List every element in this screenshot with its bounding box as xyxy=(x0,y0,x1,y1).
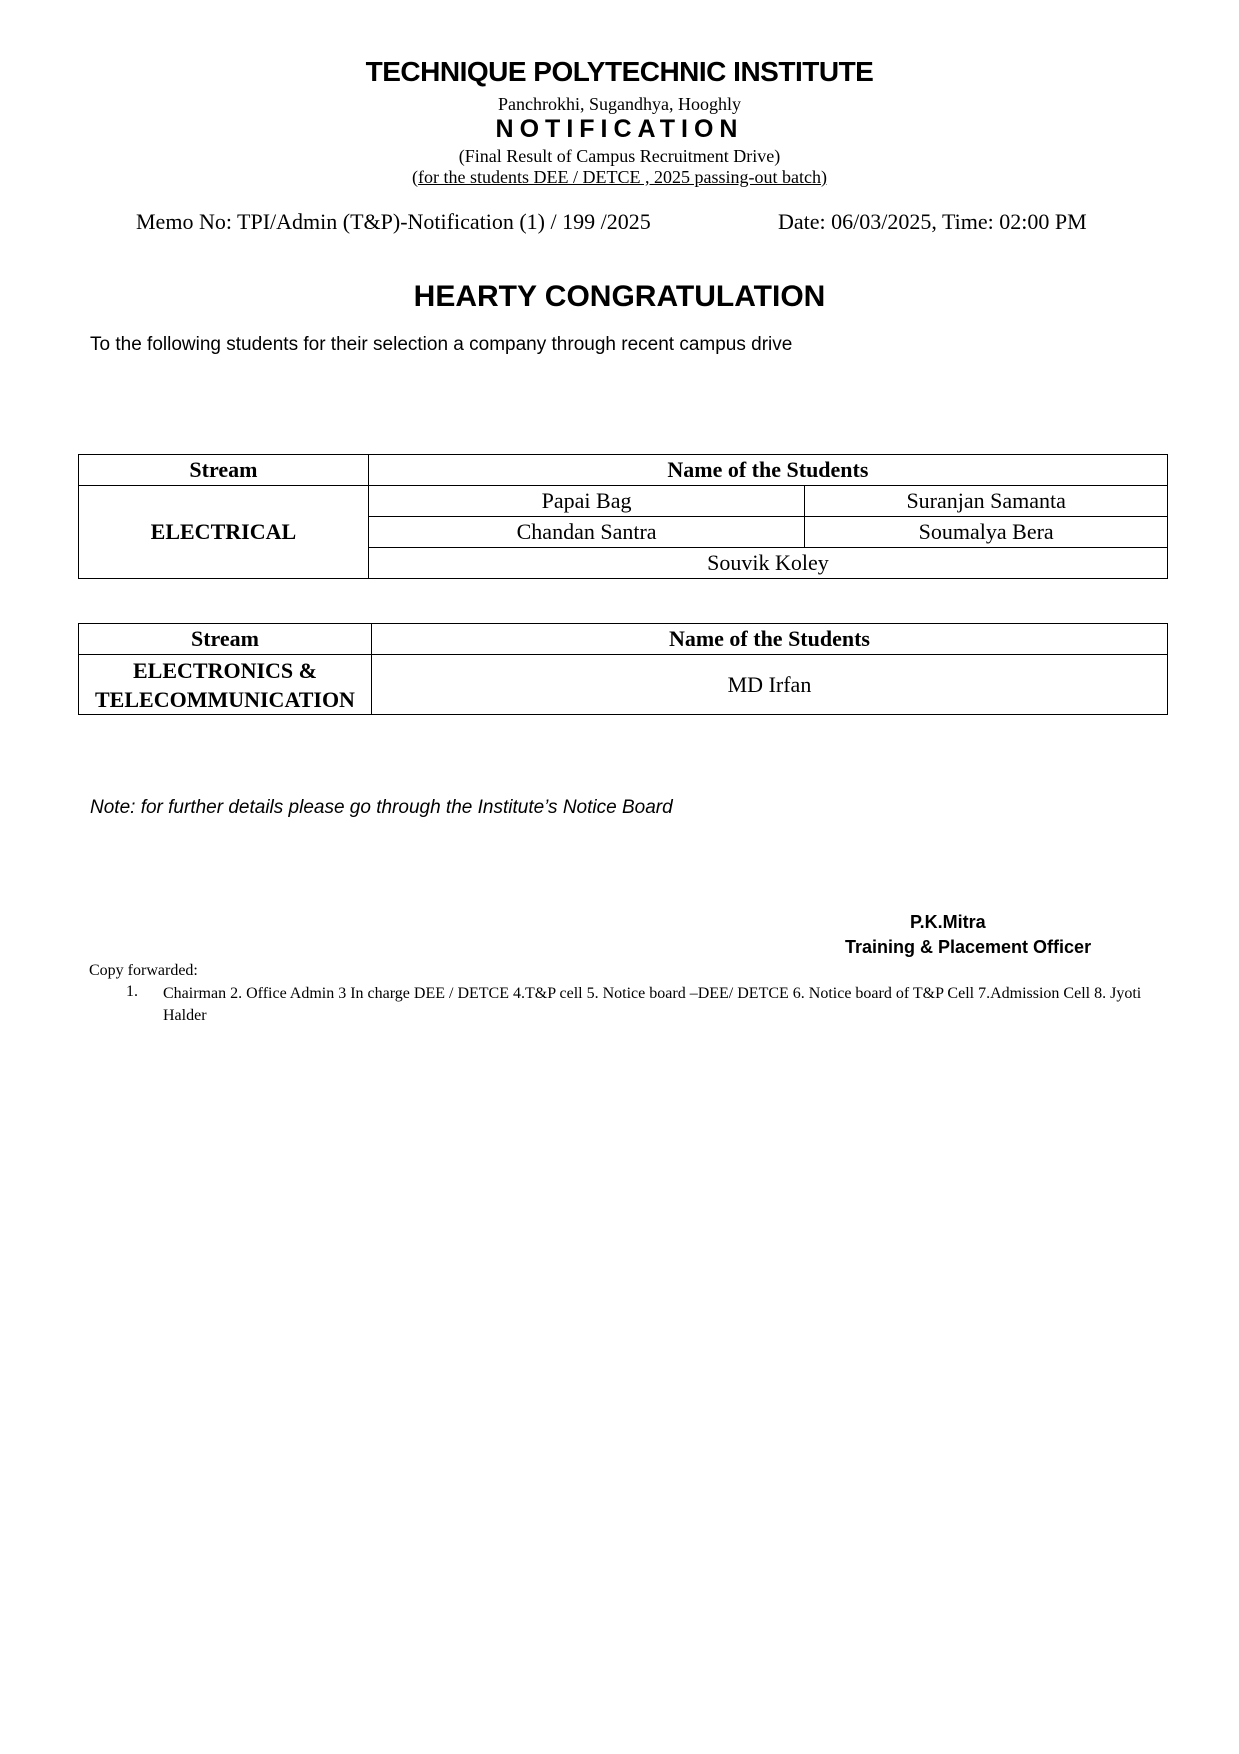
copy-list-text: Chairman 2. Office Admin 3 In charge DEE / DETCE 4.T&P cell 5. Notice board –DEE/ DETCE 6. Notice board of T&P Cell 7.Admission Cell 8. Jyoti Halder xyxy=(163,985,1142,1024)
batch-line xyxy=(0,167,1239,188)
congratulation-intro: To the following students for their selection a company through recent campus drive xyxy=(90,334,793,355)
student-name: Chandan Santra xyxy=(368,517,805,548)
batch-open: ( xyxy=(412,167,419,187)
stream-header: Stream xyxy=(79,624,372,655)
institute-name: TECHNIQUE POLYTECHNIC INSTITUTE xyxy=(365,56,874,87)
student-name: Suranjan Samanta xyxy=(805,486,1168,517)
student-name: Souvik Koley xyxy=(368,548,1167,579)
congratulation-heading: HEARTY CONGRATULATION xyxy=(413,280,826,313)
etce-table xyxy=(78,623,1168,715)
stream-etce xyxy=(79,655,372,715)
table-header-row xyxy=(79,624,1168,655)
institute-address: Panchrokhi, Sugandhya, Hooghly xyxy=(498,94,741,114)
notification-title: NOTIFICATION xyxy=(495,115,744,143)
table-row xyxy=(79,655,1168,715)
student-name: Papai Bag xyxy=(368,486,805,517)
stream-electrical: ELECTRICAL xyxy=(79,486,369,579)
memo-datetime: Date: 06/03/2025, Time: 02:00 PM xyxy=(778,209,1087,234)
stream-header: Stream xyxy=(79,455,369,486)
student-name: Soumalya Bera xyxy=(805,517,1168,548)
note-text: Note: for further details please go through the Institute’s Notice Board xyxy=(90,797,673,818)
memo-number: Memo No: TPI/Admin (T&P)-Notification (1) / 199 /2025 xyxy=(136,209,651,234)
electrical-table xyxy=(78,454,1168,579)
batch-text: for the students DEE / DETCE , 2025 passing-out batch) xyxy=(418,167,827,187)
student-name: MD Irfan xyxy=(371,655,1167,715)
signatory-name: P.K.Mitra xyxy=(910,912,986,932)
notification-subtitle: (Final Result of Campus Recruitment Drive) xyxy=(458,146,781,166)
students-header: Name of the Students xyxy=(368,455,1167,486)
stream-etce-line1: ELECTRONICS & xyxy=(132,657,317,683)
copy-forwarded-label: Copy forwarded: xyxy=(89,962,198,979)
signatory-designation: Training & Placement Officer xyxy=(845,937,1092,957)
copy-list-number: 1. xyxy=(126,983,138,1000)
table-header-row xyxy=(79,455,1168,486)
students-header: Name of the Students xyxy=(371,624,1167,655)
stream-etce-line2: TELECOMMUNICATION xyxy=(95,686,355,712)
table-row xyxy=(79,486,1168,517)
